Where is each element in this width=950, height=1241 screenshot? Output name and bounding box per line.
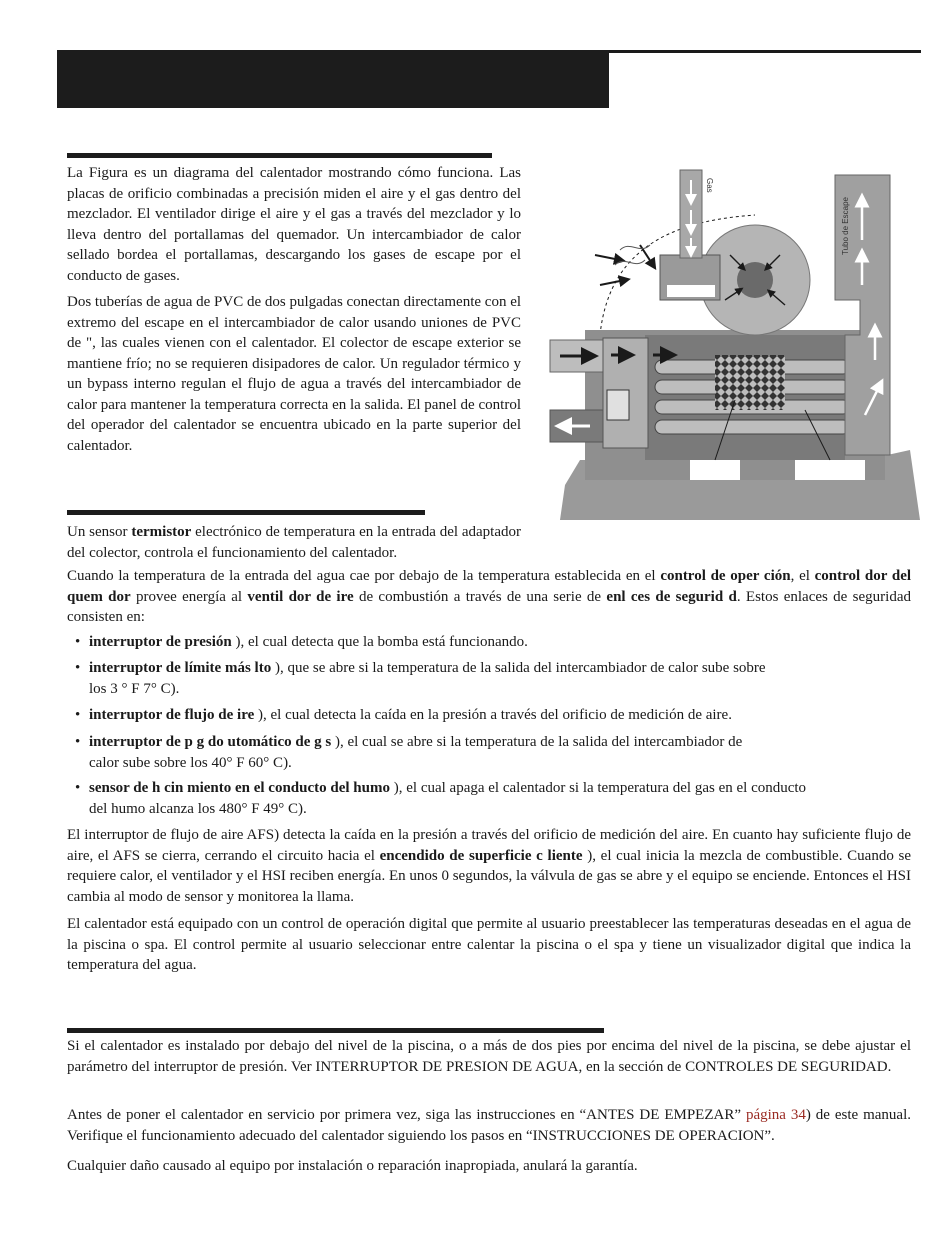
bullet-text: ), el cual detecta la caída en la presión a través del orificio de medición de aire. <box>254 707 732 723</box>
text-span: de combustión a través de una serie de <box>353 588 607 605</box>
bullet-term: interruptor de p g do utomático de g s <box>89 734 332 750</box>
safety-bullet-4: • interruptor de p g do utomático de g s ), el cual se abre si la temperatura de la salida del intercambiador de calor sube sobre los 40° F 60° C). <box>75 732 911 773</box>
page-34-link[interactable]: página 34 <box>745 1107 806 1123</box>
heater-diagram <box>545 160 920 520</box>
install-paragraph-2 <box>67 1105 911 1146</box>
text-span: ) de este manual. Verifique el funcionamiento adecuado del calentador siguiendo los pasos en “INSTRUCCIONES DE OPERACION”. <box>67 1107 912 1144</box>
bullet-term: sensor de h cin miento en el conducto del humo <box>89 780 390 796</box>
text-span: Antes de poner el calentador en servicio por primera vez, siga las instrucciones en “ANTES DE EMPEZAR” <box>67 1107 746 1123</box>
safety-bullet-1: • interruptor de presión ), el cual detecta que la bomba está funcionando. <box>75 634 528 650</box>
bullet-term: interruptor de límite más lto <box>89 660 272 676</box>
bullet-term: interruptor de presión <box>89 634 232 650</box>
operation-paragraph-3 <box>67 825 911 907</box>
text-span: , el <box>790 568 815 584</box>
burner-mesh <box>715 355 785 410</box>
safety-bullet-2: • interruptor de límite más lto ), que se abre si la temperatura de la salida del intercambiador de calor sube sobre los 3 ° F 7° C). <box>75 658 911 699</box>
safety-bullet-5: • sensor de h cin miento en el conducto del humo ), el cual apaga el calentador si la temperatura del gas en el conducto del humo alcanza los 480° F 49° C). <box>75 778 911 819</box>
intro-paragraph-1: La Figura es un diagrama del calentador mostrando cómo funciona. Las placas de orificio combinadas a precisión miden el aire y el gas dentro del mezclador. El ventilador dirige el aire y el gas a través del mezclador y lo lleva dentro del portallamas del quemador. Un intercambiador de calor sellado bordea el portallamas, descargando los gases de escape por el conducto de gases. <box>67 165 521 284</box>
install-paragraph-1: Si el calentador es instalado por debajo del nivel de la piscina, o a más de dos pies por encima del nivel de la piscina, se debe ajustar el parámetro del interruptor de presión. Ver INTERRUPTOR DE PRESION DE AGUA, en la sección de CONTROLES DE SEGURIDAD. <box>67 1038 911 1075</box>
bullet-text: ), el cual se abre si la temperatura de la salida del intercambiador de <box>331 734 743 750</box>
bullet-text: ), el cual detecta que la bomba está funcionando. <box>231 634 528 650</box>
text-span: . Estos enlaces de seguridad consisten en: <box>67 588 911 625</box>
safety-bullet-3: • interruptor de flujo de ire ), el cual detecta la caída en la presión a través del orificio de medición de aire. <box>75 707 732 723</box>
operation-paragraph-2 <box>67 566 911 628</box>
section-title-bar <box>57 50 609 108</box>
callout-box-left <box>690 460 740 480</box>
term-operation-control: control de oper ción <box>660 568 791 584</box>
bullet-text-cont: calor sube sobre los 40° F 60° C). <box>89 754 292 771</box>
text-span: provee energía al <box>130 588 248 605</box>
callout-box-right <box>795 460 865 480</box>
gas-label: Gas <box>705 178 714 193</box>
term-thermistor: termistor <box>131 524 192 540</box>
bullet-text: ), el cual apaga el calentador si la temperatura del gas en el conducto <box>390 780 807 796</box>
text-span: Cuando la temperatura de la entrada del agua cae por debajo de la temperatura establecida en el <box>67 568 661 584</box>
section-rule-3 <box>67 1028 604 1033</box>
operation-paragraph-1 <box>67 522 521 563</box>
install-paragraph-3: Cualquier daño causado al equipo por instalación o reparación inapropiada, anulará la garantía. <box>67 1158 638 1174</box>
term-air-blower: ventil dor de ire <box>247 588 354 605</box>
term-hot-surface-ignition: encendido de superficie c liente <box>379 847 583 864</box>
bullet-text-cont: del humo alcanza los 480° F 49° C). <box>89 800 307 817</box>
operation-paragraph-4: El calentador está equipado con un control de operación digital que permite al usuario preestablecer las temperaturas deseadas en el agua de la piscina o spa. El control permite al usuario seleccionar entre calentar la piscina o el spa y tiene un visualizador digital que indica la temperatura del agua. <box>67 916 911 973</box>
section-rule-2 <box>67 510 425 515</box>
bullet-term: interruptor de flujo de ire <box>89 707 255 723</box>
bullet-text: ), que se abre si la temperatura de la salida del intercambiador de calor sube sobre <box>271 660 766 676</box>
intro-paragraph-2: Dos tuberías de agua de PVC de dos pulgadas conectan directamente con el extremo del escape en el intercambiador de calor usando uniones de PVC de ", las cuales vienen con el calentador. El colector de escape exterior se mantiene frío; no se requieren disipadores de calor. Un regulador térmico y un bypass interno regulan el flujo de agua a través del intercambiador de calor para mantener la temperatura correcta en la salida. El panel de control del operador del calentador se encuentra ubicado en la parte superior del calentador. <box>67 294 522 454</box>
term-safety-links: enl ces de segurid d <box>606 588 737 605</box>
exhaust-label: Tubo de Escape <box>841 197 850 255</box>
term-burner-controller: control dor del quem dor <box>67 568 912 605</box>
section-rule-1 <box>67 153 492 158</box>
text-span: electrónico de temperatura en la entrada del adaptador del colector, controla el funcionamiento del calentador. <box>67 524 521 561</box>
text-span: El interruptor de flujo de aire AFS) detecta la caída en la presión a través del orificio de medición del aire. En cuanto hay suficiente flujo de aire, el AFS se cierra, cerrando el circuito hacia el <box>67 827 911 864</box>
text-span: Un sensor <box>67 524 132 540</box>
bullet-text-cont: los 3 ° F 7° C). <box>89 680 180 697</box>
mixer-label-box <box>667 285 715 297</box>
bypass-valve <box>607 390 629 420</box>
text-span: ), el cual inicia la mezcla de combustible. Cuando se requiere calor, el ventilador y el HSI reciben energía. En unos 0 segundos, la válvula de gas se abre y el equipo se enciende. Entonces el HSI cambia al modo de sensor y monitorea la llama. <box>67 847 912 905</box>
